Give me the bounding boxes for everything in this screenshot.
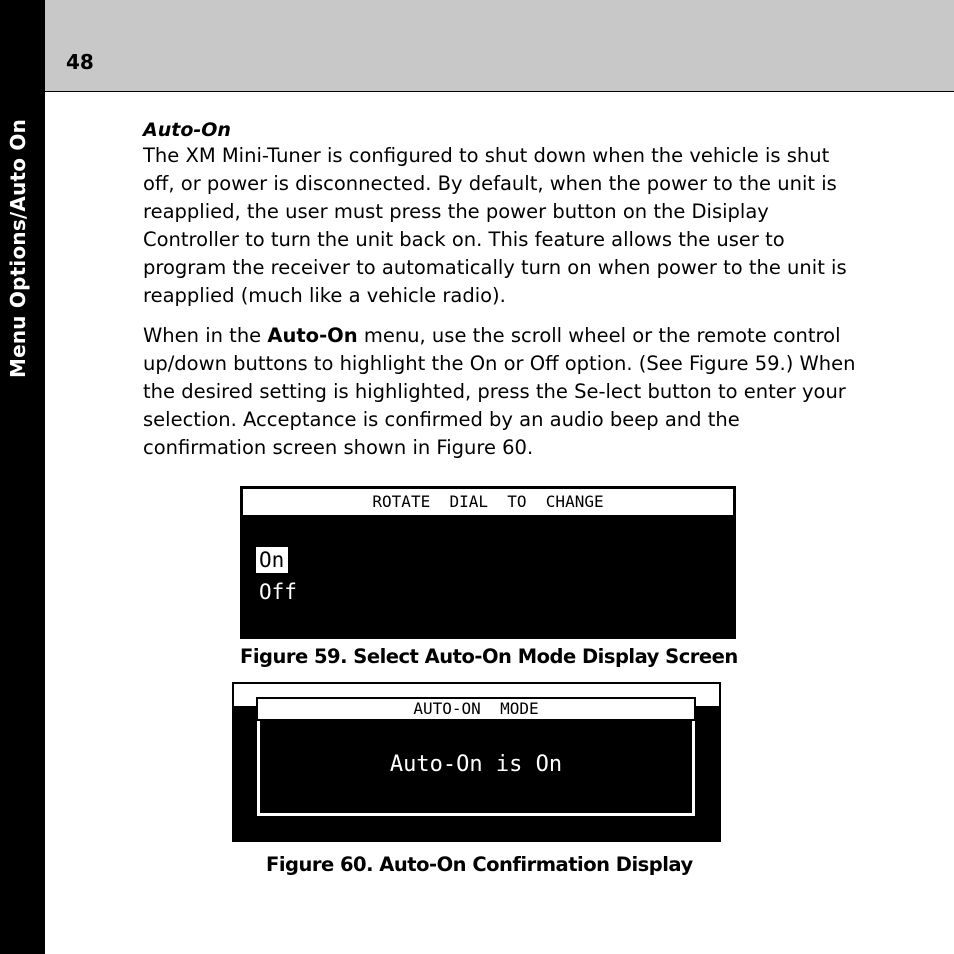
main-content <box>143 118 863 474</box>
paragraph-1: The XM Mini-Tuner is configured to shut down when the vehicle is shut off, or power is disconnected. By default, when the power to the unit is reapplied, the user must press the power button on the Disiplay Controller to turn the unit back on. This feature allows the user to program the receiver to automatically turn on when power to the unit is reapplied (much like a vehicle radio). <box>143 144 847 307</box>
header-bar <box>45 0 954 92</box>
paragraph-2-suffix: menu, use the scroll wheel or the remote control up/down buttons to highlight the On or Off option. (See Figure 59.) When the desired setting is highlighted, press the Se-lect button to enter your selection. Acceptance is confirmed by an audio beep and the confirmation screen shown in Figure 60. <box>143 324 856 459</box>
page-number: 48 <box>66 50 94 74</box>
figure-60-caption: Figure 60. Auto-On Confirmation Display <box>266 853 693 876</box>
figure-60-screen-title: AUTO-ON MODE <box>256 697 696 721</box>
figure-59-screen-title: ROTATE DIAL TO CHANGE <box>243 489 733 515</box>
side-tab <box>0 0 45 954</box>
figure-60-message: Auto-On is On <box>389 752 563 777</box>
paragraph-2-prefix: When in the <box>143 324 268 347</box>
section-heading: Auto-On <box>143 119 231 141</box>
option-on-highlighted: On <box>256 547 288 573</box>
option-off: Off <box>259 580 297 604</box>
figure-59-screen <box>240 486 736 639</box>
side-tab-label: Menu Options/Auto On <box>6 118 30 378</box>
figure-59-caption: Figure 59. Select Auto-On Mode Display Screen <box>240 645 738 668</box>
paragraph-2-bold: Auto-On <box>267 324 358 347</box>
paragraph-2 <box>143 322 863 462</box>
